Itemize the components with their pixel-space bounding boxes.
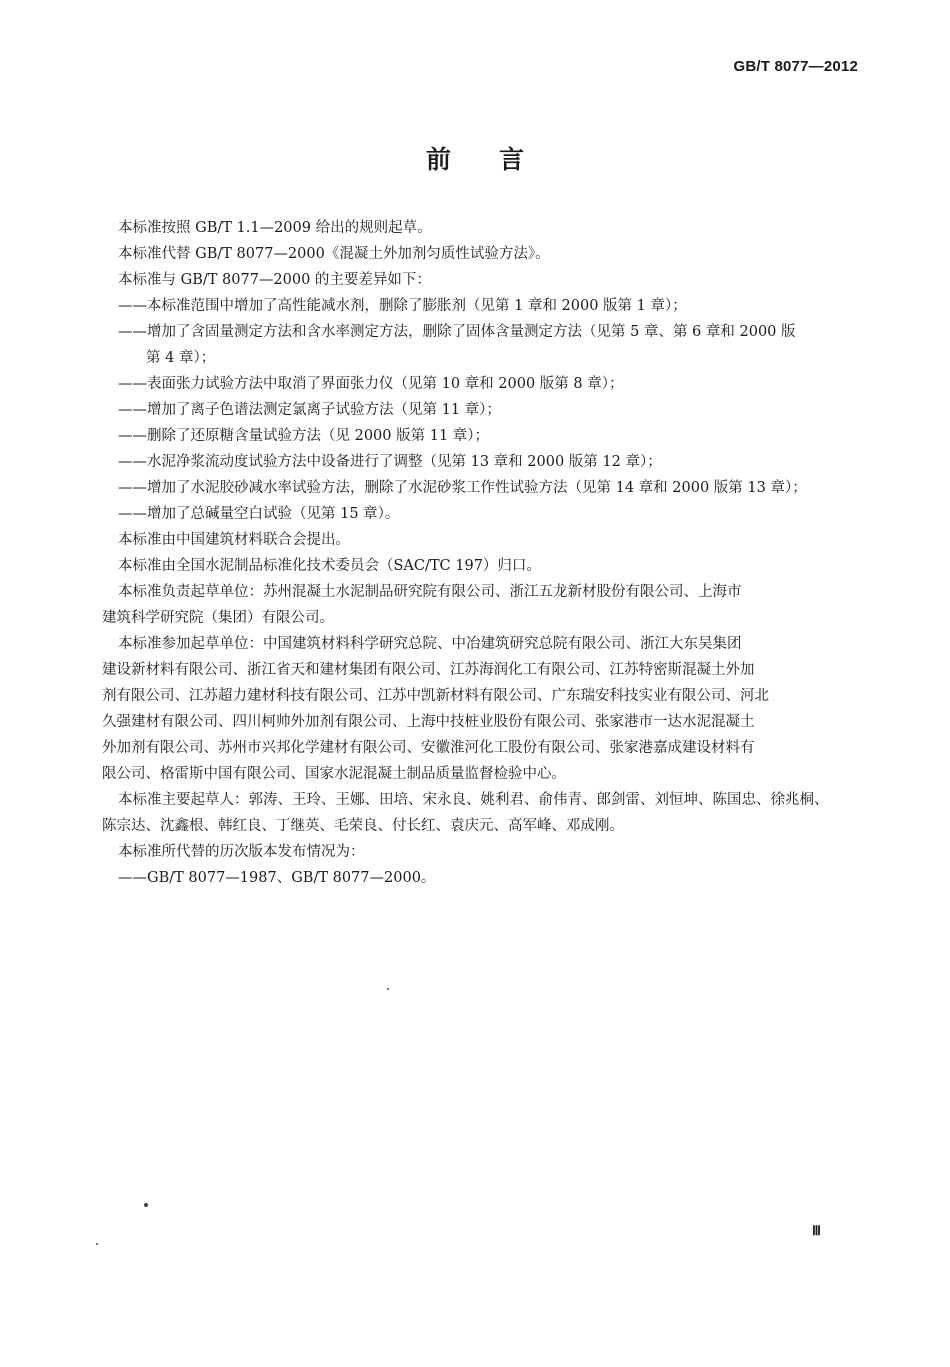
paragraph: 本标准代替 GB/T 8077—2000《混凝土外加剂匀质性试验方法》。 [118, 246, 550, 262]
paragraph-continuation: 限公司、格雷斯中国有限公司、国家水泥混凝土制品质量监督检验中心。 [102, 766, 566, 782]
page-title: 前言 [425, 145, 572, 174]
list-item: ——增加了离子色谱法测定氯离子试验方法（见第 11 章）； [118, 402, 501, 418]
paragraph-continuation: 剂有限公司、江苏超力建材科技有限公司、江苏中凯新材料有限公司、广东瑞安科技实业有限公司、河北 [102, 688, 769, 704]
list-item: ——GB/T 8077—1987、GB/T 8077—2000。 [118, 870, 436, 886]
differences-list [118, 293, 858, 527]
paragraph: 本标准由中国建筑材料联合会提出。 [118, 532, 350, 548]
list-item: ——水泥净浆流动度试验方法中设备进行了调整（见第 13 章和 2000 版第 12 章）； [118, 454, 662, 470]
paragraph: 本标准与 GB/T 8077—2000 的主要差异如下： [118, 272, 431, 288]
paragraph-continuation: 陈宗达、沈鑫根、韩红良、丁继英、毛荣良、付长红、袁庆元、高军峰、邓成刚。 [102, 818, 624, 834]
standard-code: GB/T 8077—2012 [733, 58, 858, 75]
scan-speck [96, 1243, 98, 1245]
list-item: ——增加了含固量测定方法和含水率测定方法，删除了固体含量测定方法（见第 5 章、第 6 章和 2000 版 [118, 324, 796, 340]
list-item: ——增加了水泥胶砂减水率试验方法，删除了水泥砂浆工作性试验方法（见第 14 章和 2000 版第 13 章）； [118, 480, 807, 496]
list-item: ——本标准范围中增加了高性能减水剂，删除了膨胀剂（见第 1 章和 2000 版第 1 章）； [118, 298, 687, 314]
list-item: ——删除了还原糖含量试验方法（见 2000 版第 11 章）； [118, 428, 490, 444]
paragraph-continuation: 建筑科学研究院（集团）有限公司。 [102, 610, 334, 626]
foreword-body [102, 215, 858, 891]
paragraph: 本标准主要起草人：郭涛、王玲、王娜、田培、宋永良、姚利君、俞伟青、郎剑雷、刘恒坤、陈国忠、徐兆桐、 [118, 792, 829, 808]
page-number: Ⅲ [812, 1223, 821, 1238]
list-item-continuation: 第 4 章）； [146, 350, 216, 366]
list-item: ——增加了总碱量空白试验（见第 15 章）。 [118, 506, 400, 522]
scan-speck [144, 1203, 148, 1207]
paragraph: 本标准所代替的历次版本发布情况为： [118, 844, 365, 860]
list-item: ——表面张力试验方法中取消了界面张力仪（见第 10 章和 2000 版第 8 章）； [118, 376, 624, 392]
paragraph: 本标准参加起草单位：中国建筑材料科学研究总院、中冶建筑研究总院有限公司、浙江大东吴集团 [118, 636, 742, 652]
paragraph: 本标准按照 GB/T 1.1—2009 给出的规则起草。 [118, 220, 432, 236]
paragraph-continuation: 建设新材料有限公司、浙江省天和建材集团有限公司、江苏海润化工有限公司、江苏特密斯混凝土外加 [102, 662, 755, 678]
scan-speck [387, 988, 389, 990]
paragraph: 本标准负责起草单位：苏州混凝土水泥制品研究院有限公司、浙江五龙新材股份有限公司、上海市 [118, 584, 742, 600]
paragraph-continuation: 外加剂有限公司、苏州市兴邦化学建材有限公司、安徽淮河化工股份有限公司、张家港嘉成建设材料有 [102, 740, 755, 756]
paragraph: 本标准由全国水泥制品标准化技术委员会（SAC/TC 197）归口。 [118, 558, 541, 574]
paragraph-continuation: 久强建材有限公司、四川柯帅外加剂有限公司、上海中技桩业股份有限公司、张家港市一达水泥混凝土 [102, 714, 755, 730]
